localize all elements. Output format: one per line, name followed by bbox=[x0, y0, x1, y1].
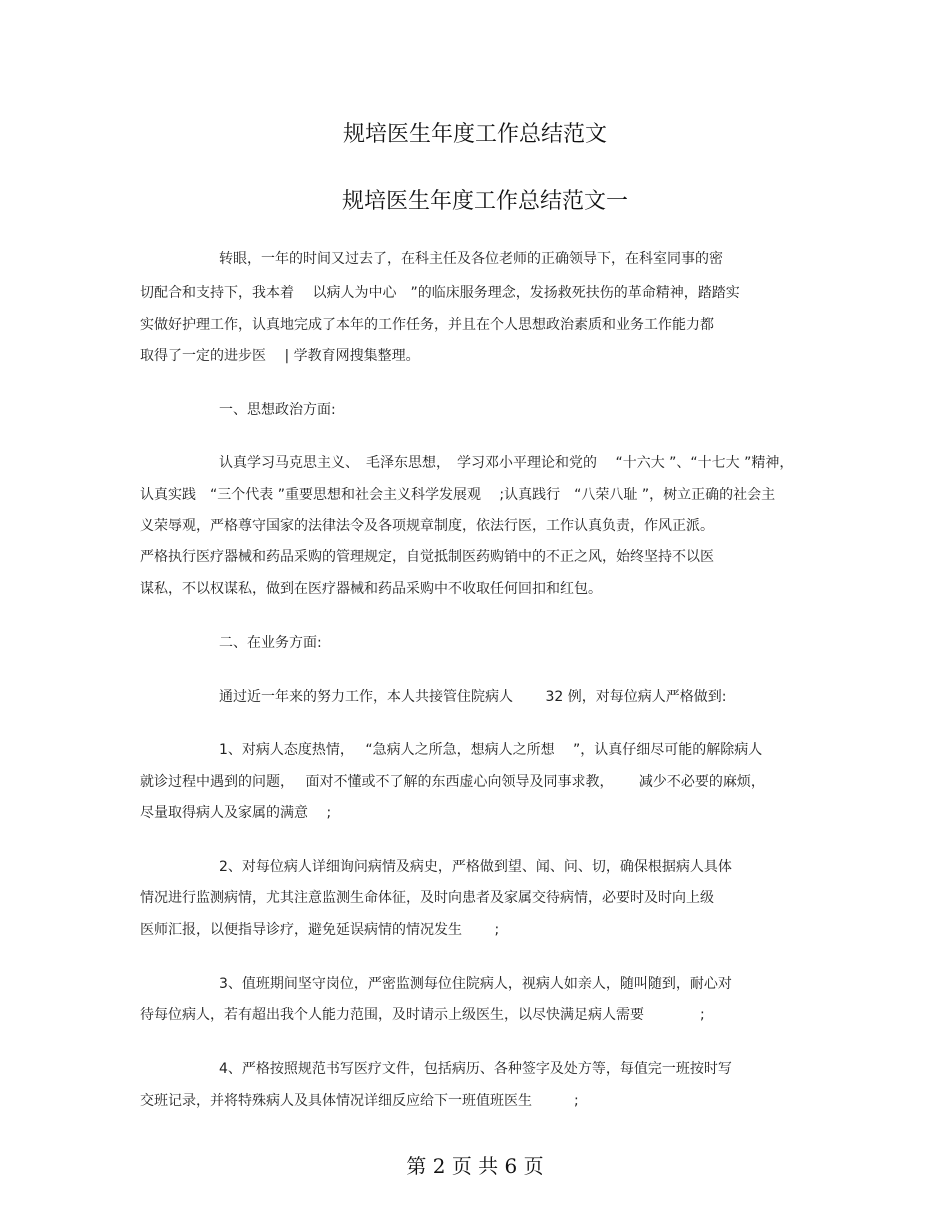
paragraph-line: 情况进行监测病情，尤其注意监测生命体征，及时向患者及家属交待病情，必要时及时向上级 bbox=[140, 890, 714, 906]
paragraph-line: 取得了一定的进步医 | 学教育网搜集整理。 bbox=[140, 348, 420, 364]
paragraph-line: 认真学习马克思主义、 毛泽东思想， 学习邓小平理论和党的 “十六大 ”、“十七大 ”精神， bbox=[219, 455, 794, 471]
paragraph-line: 4、严格按照规范书写医疗文件，包括病历、各种签字及处方等，每值完一班按时写 bbox=[219, 1061, 732, 1077]
paragraph-line: 严格执行医疗器械和药品采购的管理规定，自觉抵制医药购销中的不正之风，始终坚持不以医 bbox=[140, 549, 714, 565]
paragraph-line: 谋私，不以权谋私，做到在医疗器械和药品采购中不收取任何回扣和红包。 bbox=[140, 581, 602, 597]
paragraph-line: 切配合和支持下，我本着 以病人为中心 ”的临床服务理念，发扬救死扶伤的革命精神，踏踏实 bbox=[140, 285, 740, 301]
paragraph-line: 1、对病人态度热情， “急病人之所急，想病人之所想 ”，认真仔细尽可能的解除病人 bbox=[219, 742, 763, 758]
paragraph-line: 3、值班期间坚守岗位，严密监测每位住院病人，视病人如亲人，随叫随到，耐心对 bbox=[219, 976, 732, 992]
paragraph-line: 就诊过程中遇到的问题， 面对不懂或不了解的东西虚心向领导及同事求教， 减少不必要的麻烦， bbox=[140, 774, 765, 790]
paragraph-line: 2、对每位病人详细询问病情及病史，严格做到望、闻、问、切，确保根据病人具体 bbox=[219, 859, 732, 875]
paragraph-line: 尽量取得病人及家属的满意 ; bbox=[140, 805, 332, 821]
paragraph-line: 交班记录，并将特殊病人及具体情况详细反应给下一班值班医生 ; bbox=[140, 1093, 579, 1109]
paragraph-line: 实做好护理工作，认真地完成了本年的工作任务，并且在个人思想政治素质和业务工作能力都 bbox=[140, 317, 714, 333]
paragraph-line: 义荣辱观，严格尊守国家的法律法令及各项规章制度，依法行医，工作认真负责，作风正派。 bbox=[140, 518, 714, 534]
page-number: 第 2 页 共 6 页 bbox=[406, 1154, 544, 1178]
paragraph-line: 待每位病人，若有超出我个人能力范围，及时请示上级医生，以尽快满足病人需要 ; bbox=[140, 1007, 705, 1023]
paragraph-line: 转眼，一年的时间又过去了，在科主任及各位老师的正确领导下，在科室同事的密 bbox=[219, 251, 723, 267]
paragraph-line: 认真实践 “三个代表 ”重要思想和社会主义科学发展观 ;认真践行 “八荣八耻 ”，树立正确的社会主 bbox=[140, 487, 776, 503]
section-heading: 一、思想政治方面: bbox=[219, 402, 336, 418]
paragraph-line: 医师汇报，以便指导诊疗，避免延误病情的情况发生 ; bbox=[140, 922, 500, 938]
document-title: 规培医生年度工作总结范文 bbox=[342, 122, 607, 147]
document-subtitle: 规培医生年度工作总结范文一 bbox=[341, 189, 628, 214]
section-heading: 二、在业务方面: bbox=[219, 635, 322, 651]
paragraph-line: 通过近一年来的努力工作，本人共接管住院病人 32 例，对每位病人严格做到: bbox=[219, 689, 727, 705]
